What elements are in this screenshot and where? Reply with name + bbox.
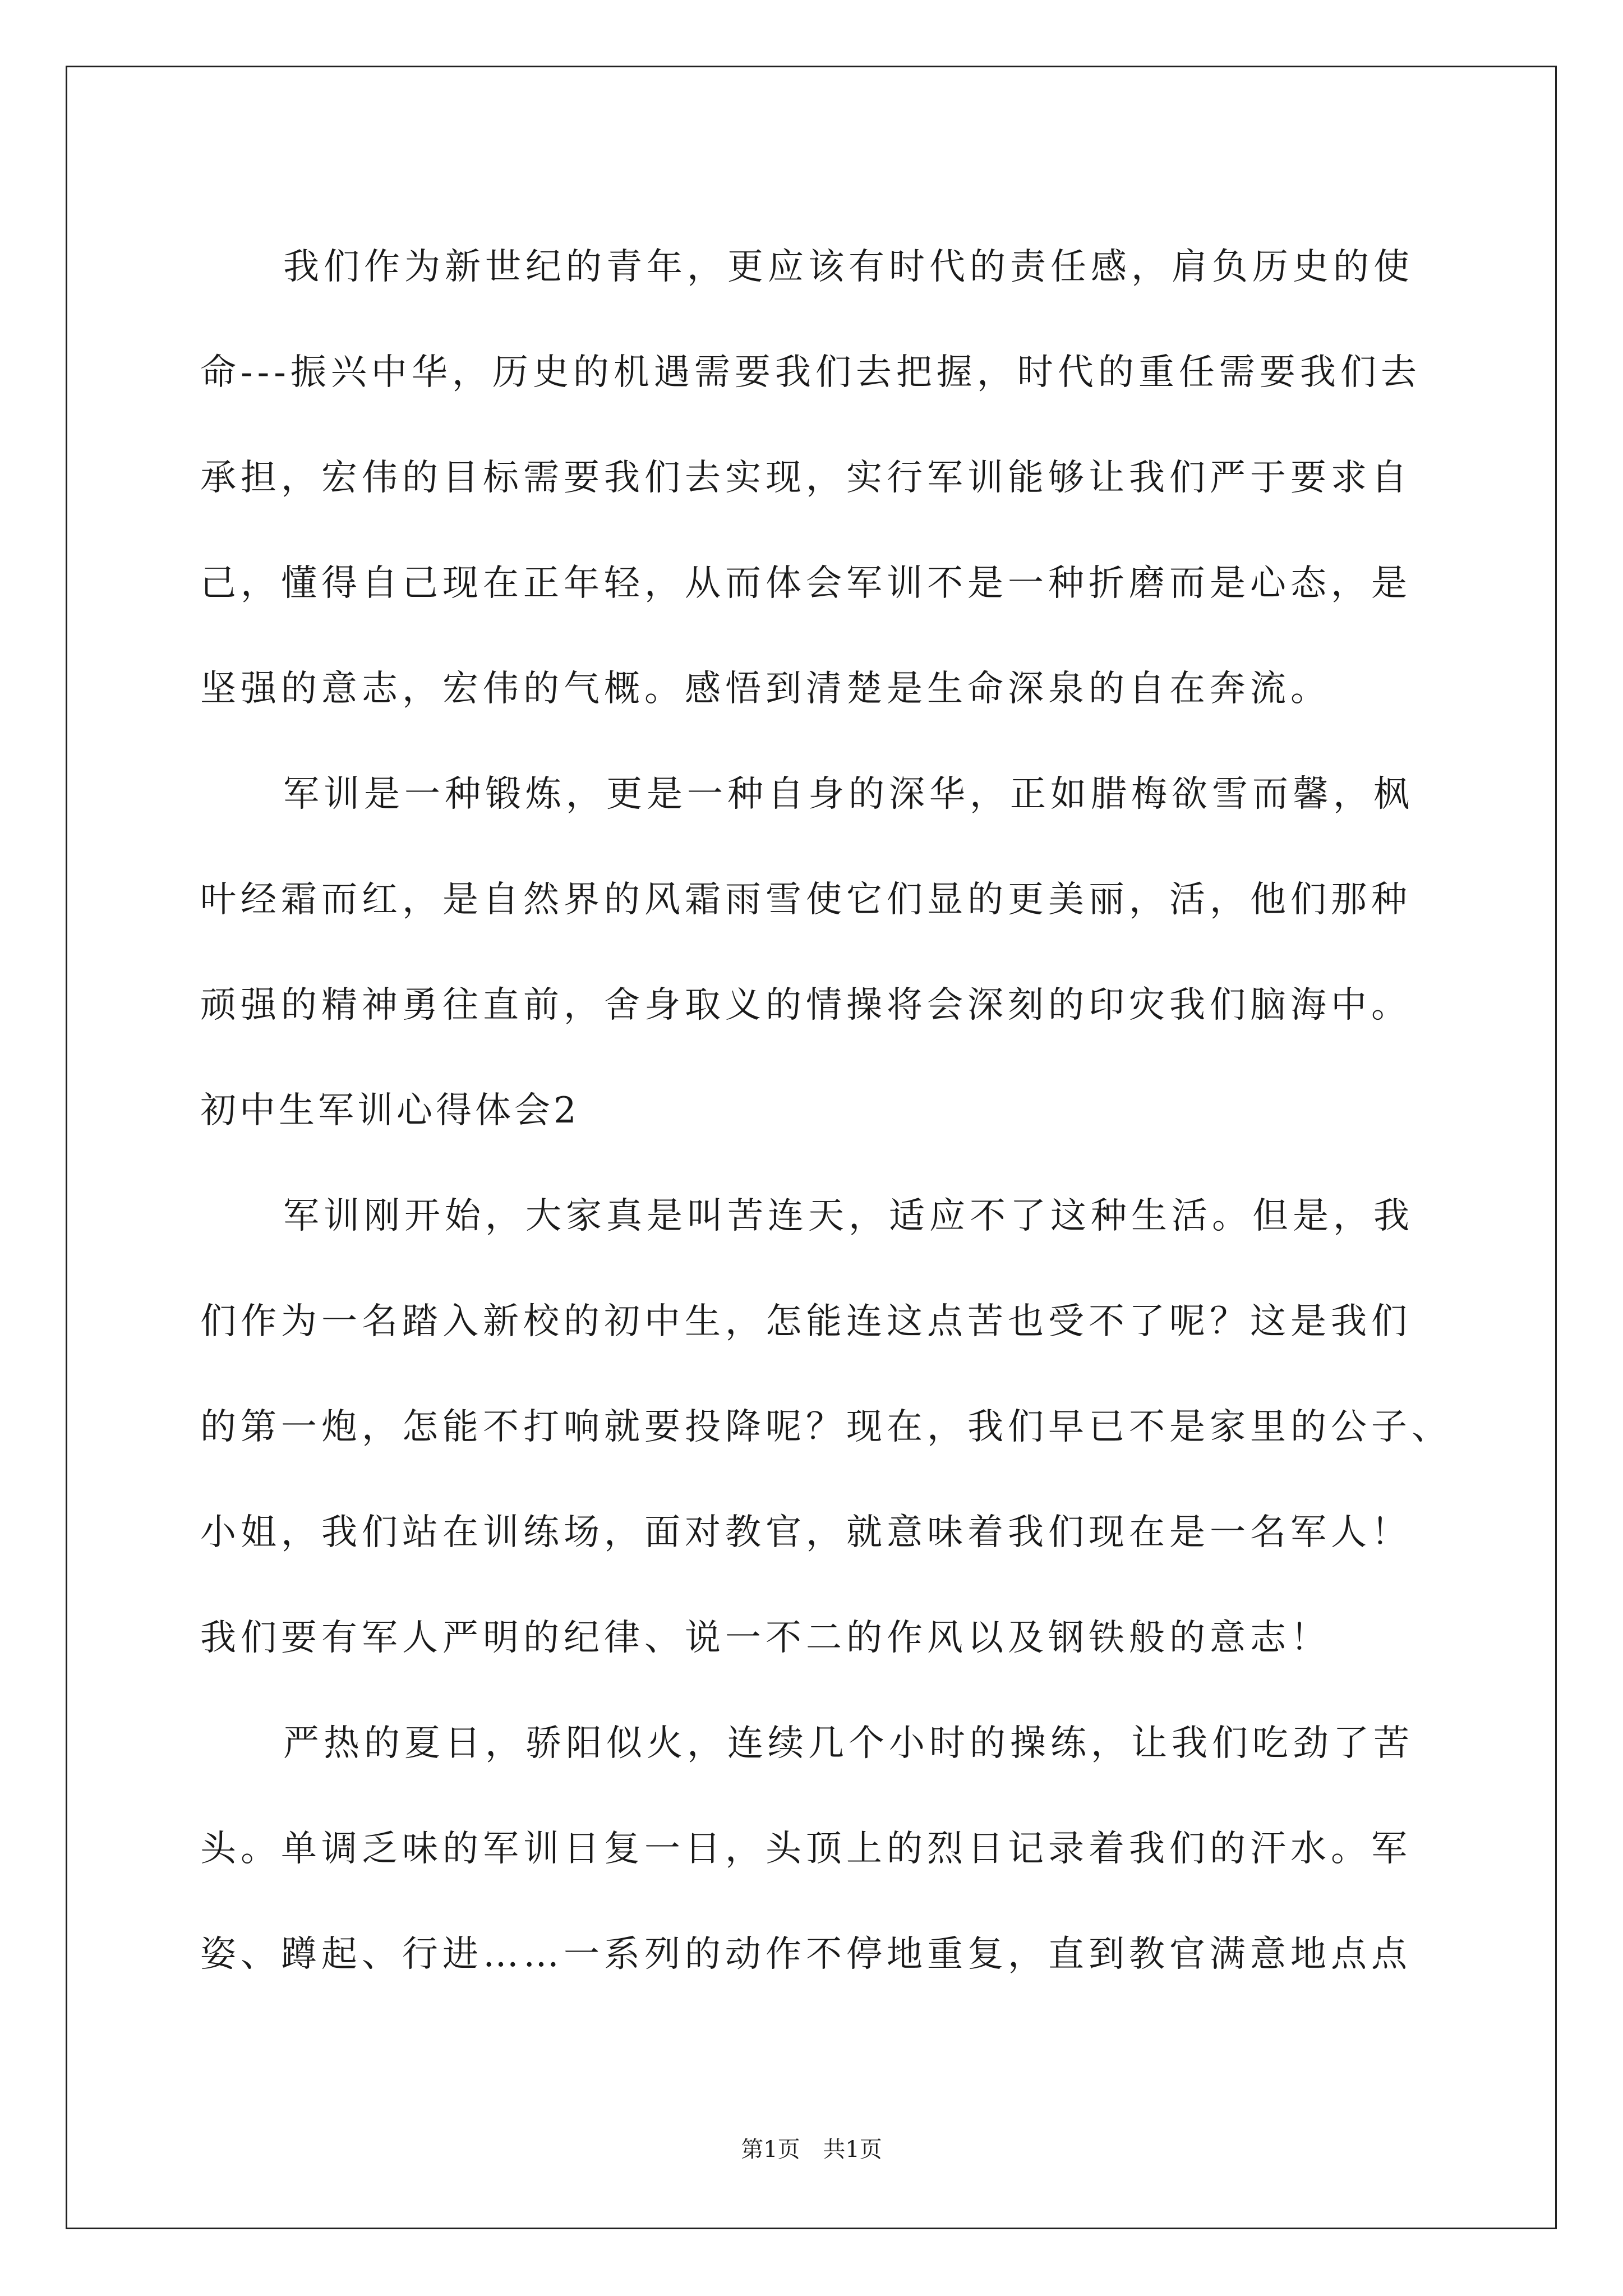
text-line: 坚强的意志，宏伟的气概。感悟到清楚是生命深泉的自在奔流。 bbox=[200, 668, 1331, 710]
text-line: 我们要有军人严明的纪律、说一不二的作风以及钢铁般的意志！ bbox=[200, 1617, 1331, 1659]
text-line: 们作为一名踏入新校的初中生，怎能连这点苦也受不了呢？这是我们 bbox=[200, 1301, 1412, 1342]
text-line: 我们作为新世纪的青年，更应该有时代的责任感，肩负历史的使 bbox=[283, 246, 1414, 288]
text-line: 军训刚开始，大家真是叫苦连天，适应不了这种生活。但是，我 bbox=[283, 1195, 1414, 1237]
page-number: 第1页 bbox=[741, 2137, 800, 2162]
text-line: 严热的夏日，骄阳似火，连续几个小时的操练，让我们吃劲了苦 bbox=[283, 1723, 1414, 1764]
text-line: 小姐，我们站在训练场，面对教官，就意味着我们现在是一名军人！ bbox=[200, 1512, 1412, 1553]
text-line: 己，懂得自己现在正年轻，从而体会军训不是一种折磨而是心态，是 bbox=[200, 563, 1412, 604]
text-line: 叶经霜而红，是自然界的风霜雨雪使它们显的更美丽，活，他们那种 bbox=[200, 879, 1412, 921]
text-line: 的第一炮，怎能不打响就要投降呢？现在，我们早已不是家里的公子、 bbox=[200, 1406, 1452, 1448]
section-heading: 初中生军训心得体会2 bbox=[200, 1090, 580, 1131]
text-line: 头。单调乏味的军训日复一日，头顶上的烈日记录着我们的汗水。军 bbox=[200, 1828, 1412, 1870]
text-line: 承担，宏伟的目标需要我们去实现，实行军训能够让我们严于要求自 bbox=[200, 457, 1412, 499]
text-line: 姿、蹲起、行进……一系列的动作不停地重复，直到教官满意地点点 bbox=[200, 1934, 1412, 1975]
page-total: 共1页 bbox=[823, 2137, 882, 2162]
text-line: 军训是一种锻炼，更是一种自身的深华，正如腊梅欲雪而馨，枫 bbox=[283, 774, 1414, 815]
page-footer bbox=[0, 2132, 1623, 2164]
document-body bbox=[200, 214, 1452, 2007]
text-line: 命---振兴中华，历史的机遇需要我们去把握，时代的重任需要我们去 bbox=[200, 352, 1421, 393]
text-line: 顽强的精神勇往直前，舍身取义的情操将会深刻的印灾我们脑海中。 bbox=[200, 984, 1412, 1026]
